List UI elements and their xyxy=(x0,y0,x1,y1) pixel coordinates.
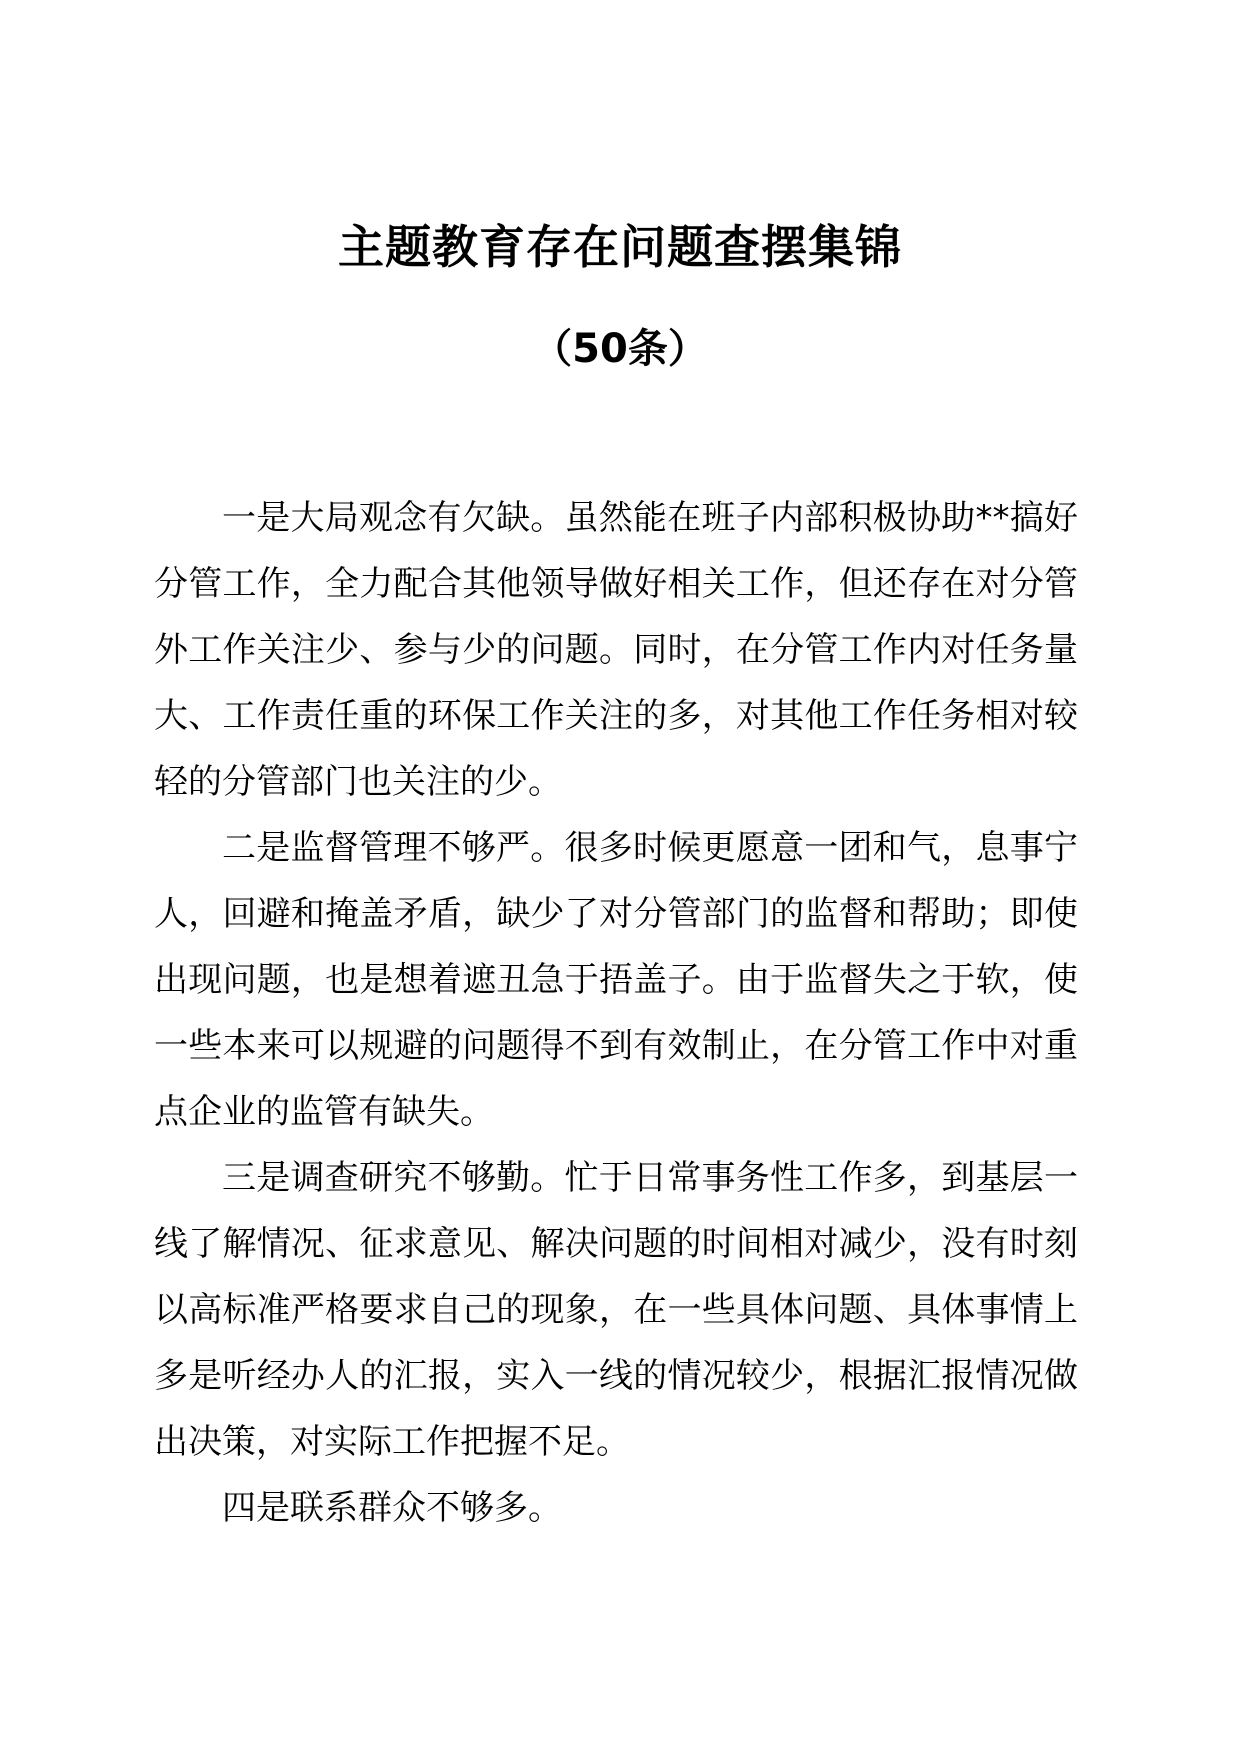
document-title: 主题教育存在问题查摆集锦 xyxy=(338,220,902,274)
document-body xyxy=(154,485,1078,1541)
paragraph-3: 三是调查研究不够勤。忙于日常事务性工作多，到基层一线了解情况、征求意见、解决问题的时间相对减少，没有时刻以高标准严格要求自己的现象，在一些具体问题、具体事情上多是听经办人的汇报，实入一线的情况较少，根据汇报情况做出决策，对实际工作把握不足。 xyxy=(154,1158,1078,1462)
paragraph-4: 四是联系群众不够多。 xyxy=(222,1488,562,1528)
paragraph-2: 二是监督管理不够严。很多时候更愿意一团和气，息事宁人，回避和掩盖矛盾，缺少了对分管部门的监督和帮助；即使出现问题，也是想着遮丑急于捂盖子。由于监督失之于软，使一些本来可以规避的问题得不到有效制止，在分管工作中对重点企业的监管有缺失。 xyxy=(154,828,1078,1132)
document-subtitle: （50条） xyxy=(532,326,708,372)
paragraph-1: 一是大局观念有欠缺。虽然能在班子内部积极协助**搞好分管工作，全力配合其他领导做好相关工作，但还存在对分管外工作关注少、参与少的问题。同时，在分管工作内对任务量大、工作责任重的环保工作关注的多，对其他工作任务相对较轻的分管部门也关注的少。 xyxy=(154,498,1078,802)
